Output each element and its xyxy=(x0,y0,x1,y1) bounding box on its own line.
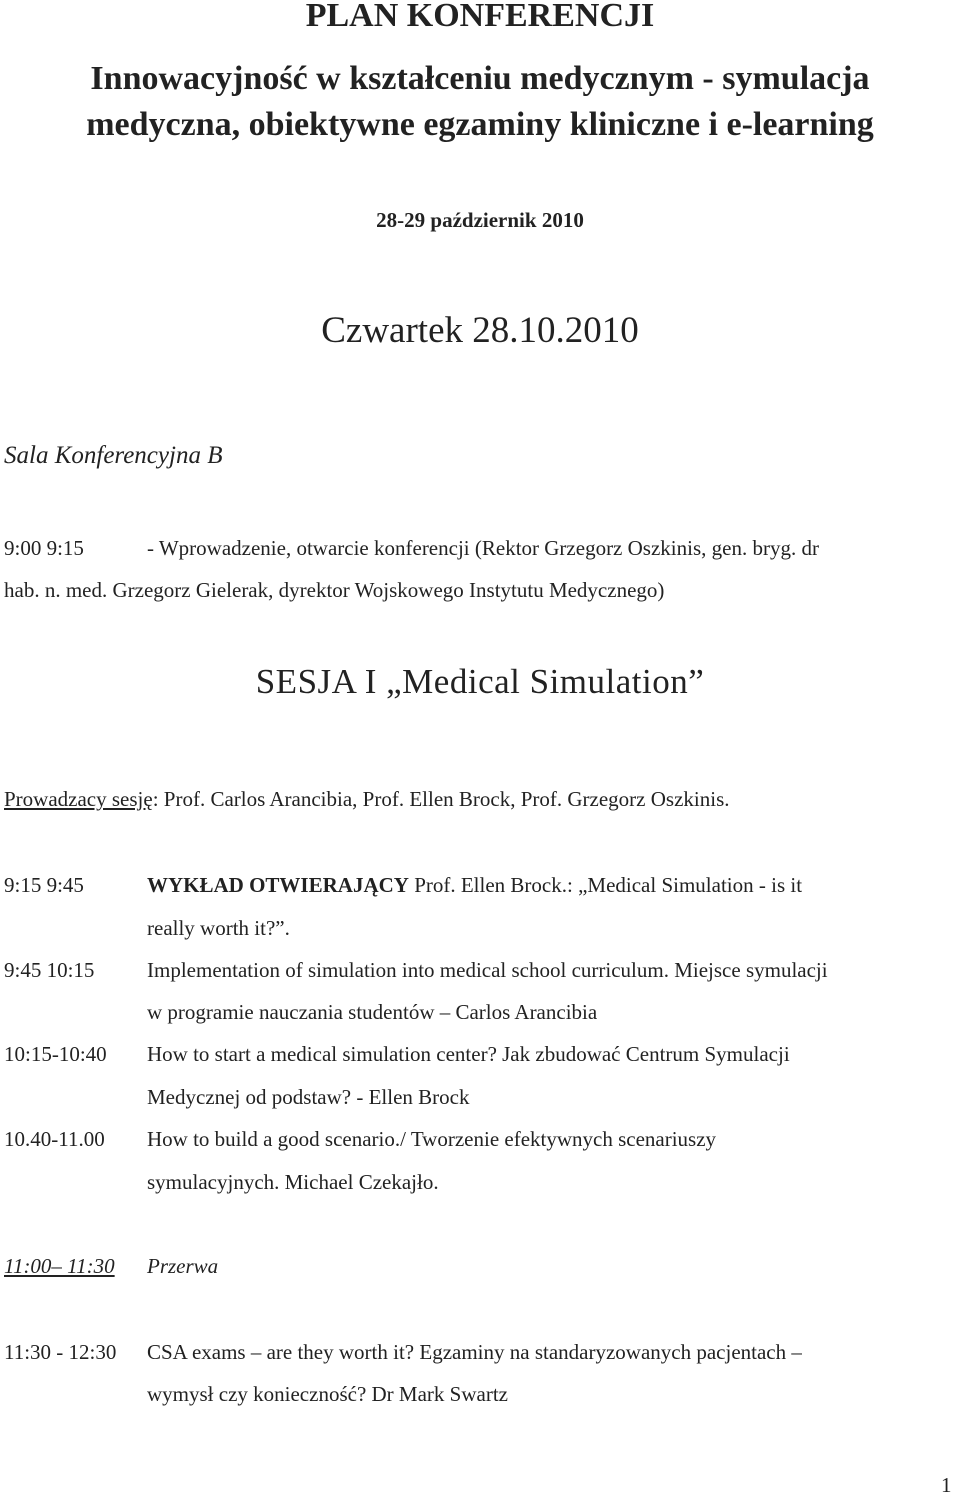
opening-line-2: hab. n. med. Grzegorz Gielerak, dyrektor Wojskowego Instytutu Medycznego) xyxy=(4,578,665,602)
break-time: 11:00– 11:30 xyxy=(4,1254,115,1278)
schedule-time: 10.40-11.00 xyxy=(4,1127,105,1151)
schedule-line: How to start a medical simulation center? Jak zbudować Centrum Symulacji xyxy=(147,1042,790,1066)
csa-time: 11:30 - 12:30 xyxy=(4,1340,117,1364)
session-chairs xyxy=(4,785,730,813)
page-number: 1 xyxy=(941,1473,952,1497)
schedule-line: Implementation of simulation into medical school curriculum. Miejsce symulacji xyxy=(147,958,828,982)
break-label: Przerwa xyxy=(147,1254,219,1278)
room-heading: Sala Konferencyjna B xyxy=(4,442,223,469)
session-title: SESJA I „Medical Simulation” xyxy=(255,662,705,701)
schedule-time: 9:45 10:15 xyxy=(4,958,95,982)
conference-subtitle xyxy=(0,56,960,148)
csa-line-1: CSA exams – are they worth it? Egzaminy na standaryzowanych pacjentach – xyxy=(147,1340,802,1364)
schedule-line-2: Medycznej od podstaw? - Ellen Brock xyxy=(147,1085,470,1109)
subtitle-line-2: medyczna, obiektywne egzaminy kliniczne i e-learning xyxy=(86,106,874,143)
opening-line-1: - Wprowadzenie, otwarcie konferencji (Rektor Grzegorz Oszkinis, gen. bryg. dr xyxy=(147,536,819,560)
schedule-line-2: really worth it?”. xyxy=(147,916,290,940)
schedule-line xyxy=(147,871,802,899)
day-heading: Czwartek 28.10.2010 xyxy=(321,310,639,351)
schedule-line-2: w programie nauczania studentów – Carlos Arancibia xyxy=(147,1000,598,1024)
schedule-line-2: symulacyjnych. Michael Czekajło. xyxy=(147,1170,439,1194)
session-chairs-label: Prowadzacy sesję xyxy=(4,787,153,811)
conference-dates: 28-29 październik 2010 xyxy=(376,208,584,232)
schedule-time: 9:15 9:45 xyxy=(4,873,84,897)
session-chairs-names: : Prof. Carlos Arancibia, Prof. Ellen Brock, Prof. Grzegorz Oszkinis. xyxy=(152,787,730,811)
opening-lecture-label: WYKŁAD OTWIERAJĄCY xyxy=(147,873,409,897)
schedule-time: 10:15-10:40 xyxy=(4,1042,107,1066)
subtitle-line-1: Innowacyjność w kształceniu medycznym - symulacja xyxy=(90,60,870,97)
schedule-text: Prof. Ellen Brock.: „Medical Simulation - is it xyxy=(408,873,803,897)
document-title: PLAN KONFERENCJI xyxy=(305,0,655,34)
opening-time: 9:00 9:15 xyxy=(4,536,84,560)
schedule-line: How to build a good scenario./ Tworzenie efektywnych scenariuszy xyxy=(147,1127,717,1151)
csa-line-2: wymysł czy konieczność? Dr Mark Swartz xyxy=(147,1382,508,1406)
